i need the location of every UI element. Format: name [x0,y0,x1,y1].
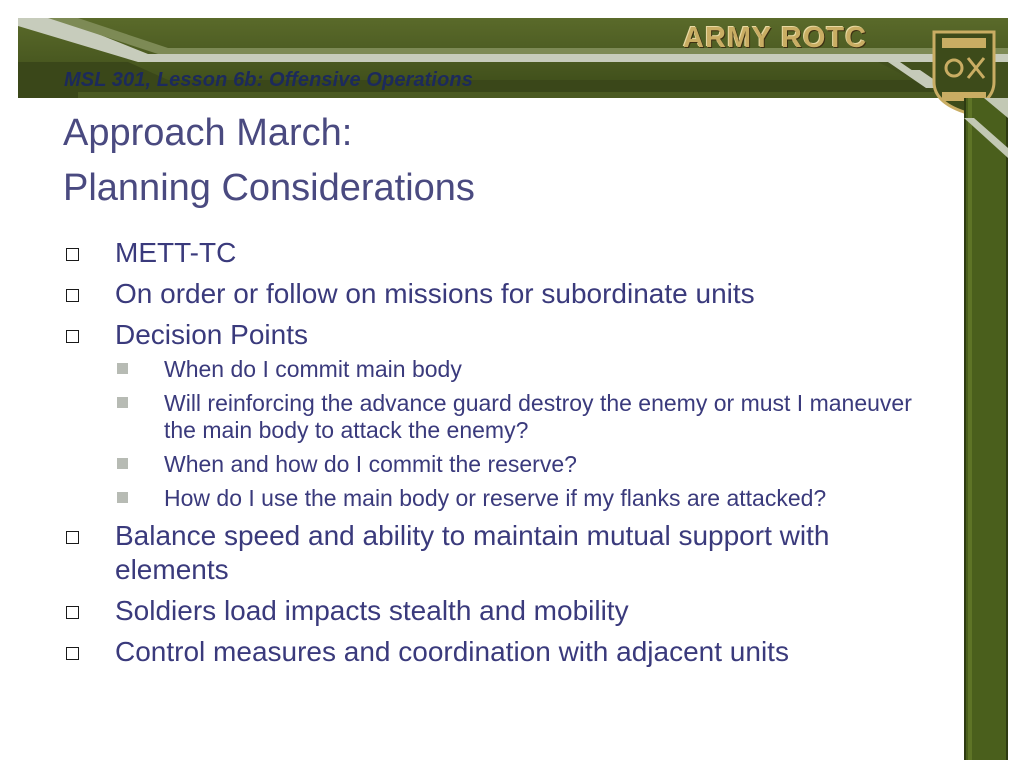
lesson-title: MSL 301, Lesson 6b: Offensive Operations [64,69,473,91]
filled-square-bullet-icon [117,363,128,374]
bullet-text: Decision Points [115,319,308,350]
sub-bullet-item [64,451,944,478]
bullet-text: Control measures and coordination with adjacent units [115,636,789,667]
hollow-square-bullet-icon [66,248,79,261]
sub-bullet-text: When and how do I commit the reserve? [164,451,577,477]
bullet-item [64,236,944,270]
hollow-square-bullet-icon [66,606,79,619]
sub-bullet-text: When do I commit main body [164,356,462,382]
sub-bullet-list [64,356,944,512]
filled-square-bullet-icon [117,492,128,503]
slide-title [63,106,943,216]
sub-bullet-text: Will reinforcing the advance guard destroy the enemy or must I maneuver the main body to attack the enemy? [164,390,912,443]
sub-bullet-item [64,356,944,383]
filled-square-bullet-icon [117,458,128,469]
bullet-item [64,594,944,628]
hollow-square-bullet-icon [66,647,79,660]
hollow-square-bullet-icon [66,289,79,302]
bullet-text: Soldiers load impacts stealth and mobility [115,595,629,626]
bullet-text: On order or follow on missions for subordinate units [115,278,755,309]
bullet-item [64,635,944,669]
brand-logo: ARMY ROTC [683,22,868,54]
bullet-text: METT-TC [115,237,237,268]
sub-bullet-item [64,485,944,512]
bullet-text: Balance speed and ability to maintain mutual support with elements [115,520,830,585]
sub-bullet-item [64,390,944,444]
filled-square-bullet-icon [117,397,128,408]
hollow-square-bullet-icon [66,531,79,544]
side-bar [964,98,1008,760]
bullet-list [64,236,944,676]
hollow-square-bullet-icon [66,330,79,343]
bullet-item [64,519,944,587]
bullet-item [64,277,944,311]
slide-title-line-1: Approach March: [63,112,353,154]
sub-bullet-text: How do I use the main body or reserve if my flanks are attacked? [164,485,827,511]
bullet-item [64,318,944,352]
slide-title-line-2: Planning Considerations [63,167,475,209]
